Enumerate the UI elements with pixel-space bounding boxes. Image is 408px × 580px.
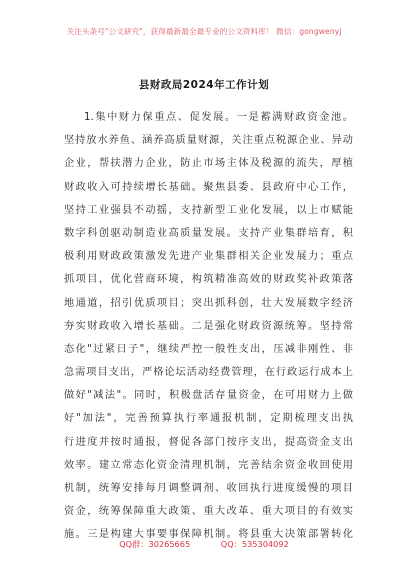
body-line: 资金，统筹保障重大政策、重大改革、重大项目的有效实 xyxy=(64,506,353,518)
promo-banner: 关注头条号"公文研究"，获得最新最全最专业的公文资料库！ 微信：gongwenyj xyxy=(66,27,342,36)
page-footer xyxy=(0,539,408,550)
body-line: 做好"减法"。同时，积极盘活存量资金，在可用财力上做 xyxy=(64,390,353,402)
body-line: 施。三是构建大事要事保障机制。将县重大决策部署转化 xyxy=(64,529,353,541)
body-line: 坚持工业强县不动摇，支持新型工业化发展，以上市赋能 xyxy=(64,204,353,216)
document-body xyxy=(64,106,353,547)
qq-group-number: QQ群：30265665 xyxy=(119,539,191,549)
qq-contact-number: QQ：535304092 xyxy=(220,539,289,549)
body-line: 极利用财政政策激发先进产业集群相关企业发展力；重点 xyxy=(64,251,353,263)
body-line: 数字科创驱动制造业高质量发展。支持产业集群培育，积 xyxy=(64,227,353,239)
document-title: 县财政局2024年工作计划 xyxy=(138,79,270,91)
body-line: 机制，统筹安排每月调整调剂、收回执行进度缓慢的项目 xyxy=(64,483,353,494)
body-line: 急需项目支出，严格论坛活动经费管理，在行政运行成本上 xyxy=(64,367,353,379)
body-line: 行进度并按时通报，督促各部门按序支出，提高资金支出 xyxy=(64,436,353,448)
body-line: 1.集中财力保重点、促发展。一是蓄满财政资金池。 xyxy=(84,112,353,123)
body-line: 坚持放水养鱼、涵养高质量财源，关注重点税源企业、异动 xyxy=(64,135,353,147)
body-line: 地通道，招引优质项目；突出抓科创，壮大发展数字经济 xyxy=(64,297,353,309)
body-line: 财政收入可持续增长基础。聚焦县委、县政府中心工作， xyxy=(64,181,353,193)
body-line: 态化"过紧日子"，继续严控一般性支出，压减非刚性、非 xyxy=(64,343,353,355)
body-line: 好"加法"，完善预算执行率通报机制，定期梳理支出执 xyxy=(64,413,353,425)
body-line: 企业，帮扶潜力企业，防止市场主体及税源的流失，厚植 xyxy=(64,158,353,170)
body-line: 效率。建立常态化资金清理机制，完善结余资金收回使用 xyxy=(64,459,353,471)
body-line: 夯实财政收入增长基础。二是强化财政资源统筹。坚持常 xyxy=(64,320,353,332)
body-line: 抓项目，优化营商环境，构筑精准高效的财政奖补政策落 xyxy=(64,274,353,286)
